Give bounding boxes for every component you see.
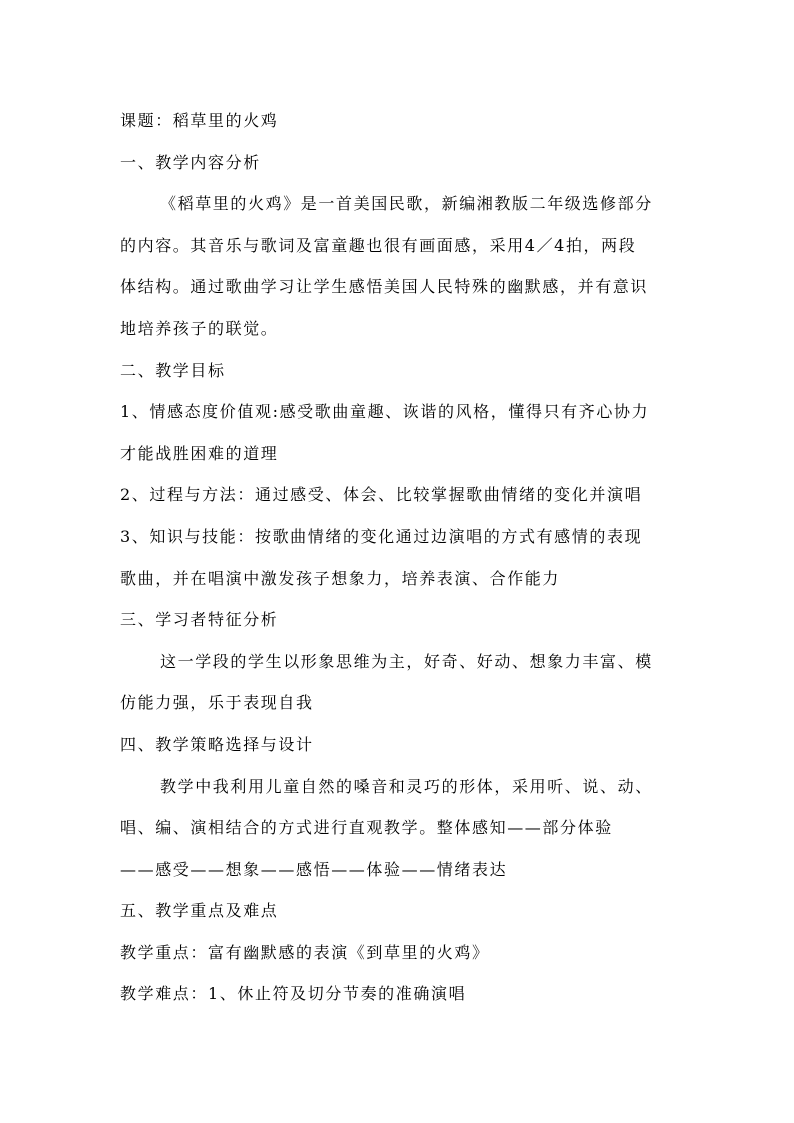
goal-item: 3、知识与技能：按歌曲情绪的变化通过边演唱的方式有感情的表现 (120, 526, 643, 546)
paragraph-line: ——感受——想象——感悟——体验——情绪表达 (120, 859, 508, 879)
goal-item-continuation: 才能战胜困难的道理 (120, 443, 279, 463)
difficult-point: 教学难点：1、休止符及切分节奏的准确演唱 (120, 984, 467, 1004)
key-point: 教学重点：富有幽默感的表演《到草里的火鸡》 (120, 942, 490, 962)
paragraph-line: 教学中我利用儿童自然的嗓音和灵巧的形体，采用听、说、动、 (160, 776, 653, 796)
paragraph-line: 仿能力强，乐于表现自我 (120, 693, 314, 713)
lesson-title: 课题：稻草里的火鸡 (120, 111, 279, 130)
paragraph-line: 唱、编、演相结合的方式进行直观教学。整体感知——部分体验 (120, 818, 613, 838)
goal-item: 1、情感态度价值观:感受歌曲童趣、诙谐的风格，懂得只有齐心协力 (120, 402, 650, 422)
paragraph-line: 地培养孩子的联觉。 (120, 318, 279, 338)
section-heading-teaching-goals: 二、教学目标 (120, 360, 226, 380)
document-body (120, 100, 680, 1015)
section-heading-learner-analysis: 三、学习者特征分析 (120, 610, 279, 630)
paragraph-line: 的内容。其音乐与歌词及富童趣也很有画面感，采用4／4拍，两段 (120, 235, 637, 255)
goal-item: 2、过程与方法：通过感受、体会、比较掌握歌曲情绪的变化并演唱 (120, 485, 643, 505)
section-heading-content-analysis: 一、教学内容分析 (120, 152, 261, 172)
goal-item-continuation: 歌曲，并在唱演中激发孩子想象力，培养表演、合作能力 (120, 568, 561, 588)
paragraph-line: 体结构。通过歌曲学习让学生感悟美国人民特殊的幽默感，并有意识 (120, 277, 649, 297)
section-heading-strategy: 四、教学策略选择与设计 (120, 734, 314, 754)
paragraph-line: 这一学段的学生以形象思维为主，好奇、好动、想象力丰富、模 (160, 651, 653, 671)
paragraph-line: 《稻草里的火鸡》是一首美国民歌，新编湘教版二年级选修部分 (160, 194, 653, 214)
section-heading-key-points: 五、教学重点及难点 (120, 901, 279, 921)
